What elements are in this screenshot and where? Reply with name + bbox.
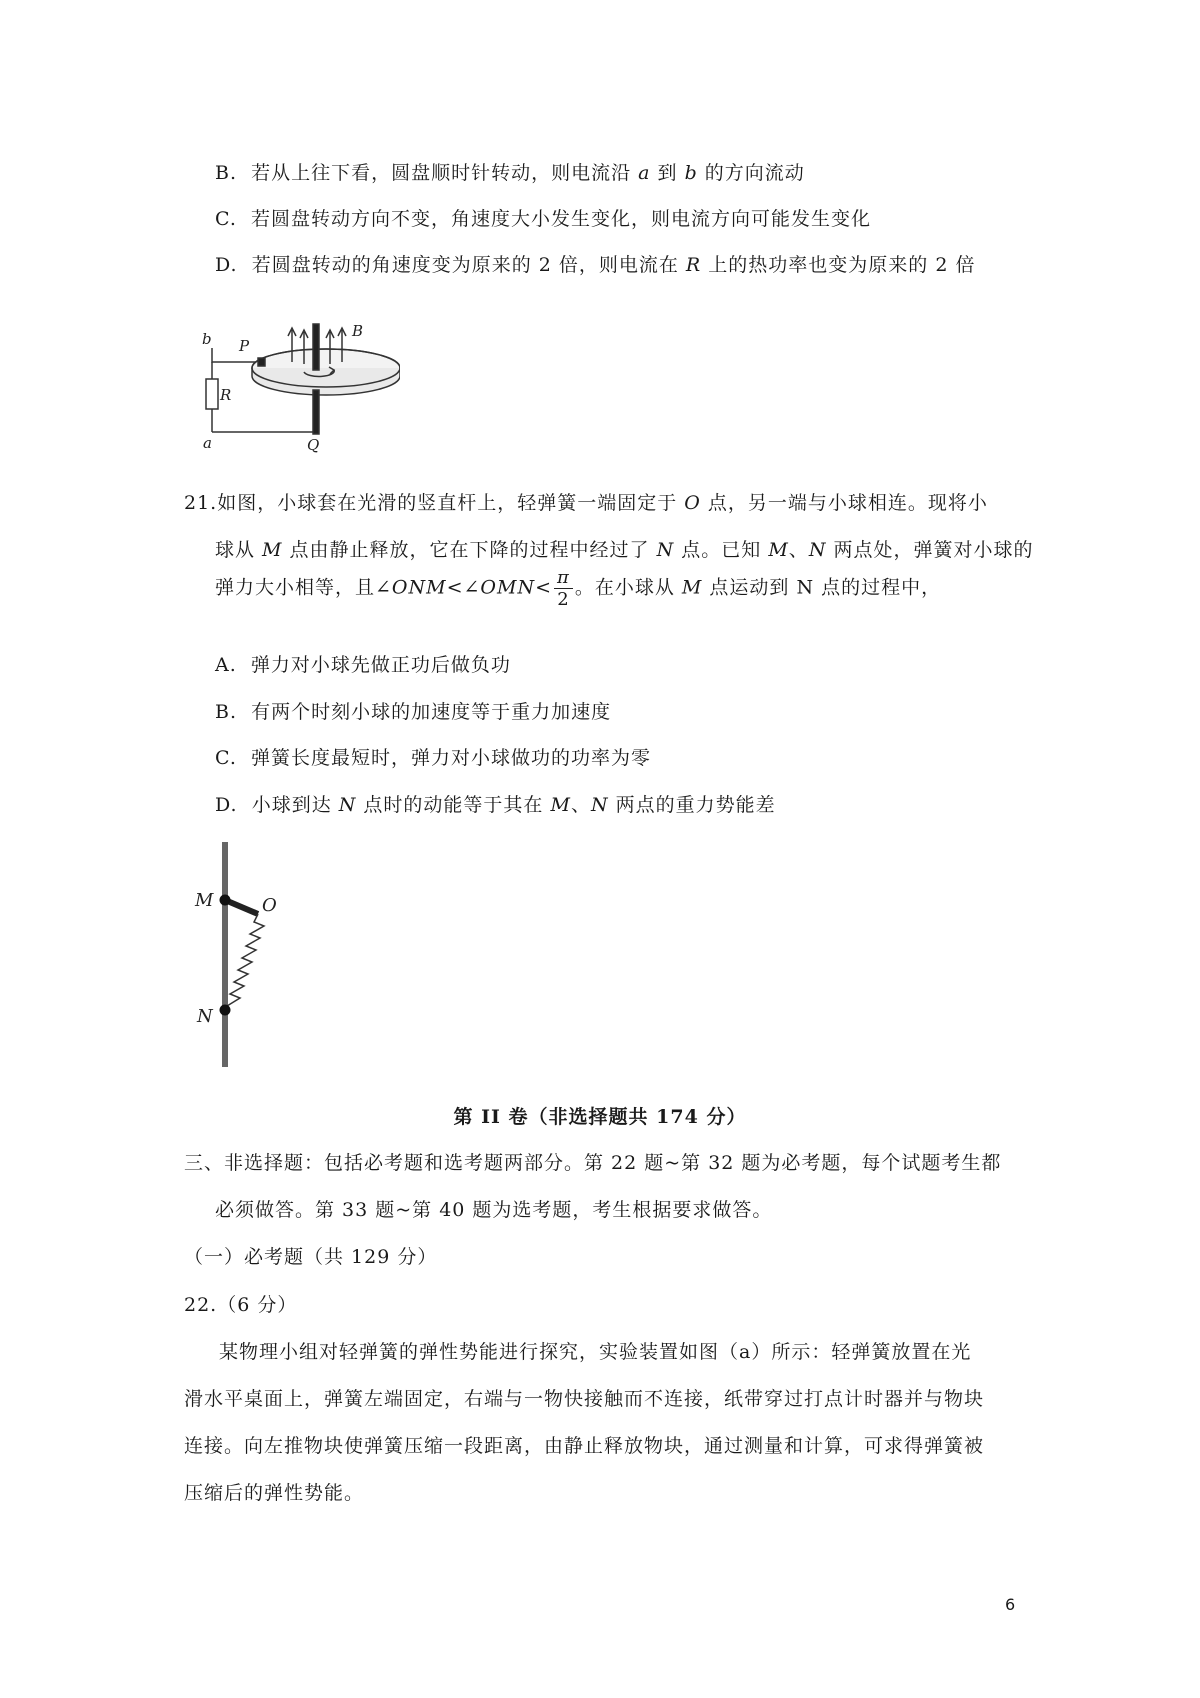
ball-at-m: [220, 895, 231, 906]
q21-stem-line3: 弹力大小相等，且∠ONM<∠OMN< $\frac{\pi}{2}$ 。在小球从 M 点运动到 N 点的过程中，: [215, 567, 942, 610]
pi-over-2-fraction: $\frac{\pi}{2}$: [554, 567, 573, 610]
label-q: Q: [307, 436, 320, 453]
q20-option-c: C. 若圆盘转动方向不变，角速度大小发生变化，则电流方向可能发生变化: [215, 208, 872, 230]
q22-paragraph-line1: 某物理小组对轻弹簧的弹性势能进行探究，实验装置如图（a）所示：轻弹簧放置在光: [219, 1341, 972, 1363]
q21-option-c: C. 弹簧长度最短时，弹力对小球做功的功率为零: [215, 747, 652, 769]
part2-title: 第 II 卷（非选择题共 174 分）: [453, 1106, 747, 1128]
section-heading: （一）必考题（共 129 分）: [184, 1246, 438, 1268]
page-number: 6: [1005, 1595, 1016, 1614]
q22-paragraph-line4: 压缩后的弹性势能。: [184, 1482, 365, 1504]
q20-option-b: B. 若从上往下看，圆盘顺时针转动，则电流沿 a 到 b 的方向流动: [215, 162, 805, 184]
axle-bottom: [313, 390, 319, 434]
label-a: a: [203, 434, 212, 452]
part2-intro-line2: 必须做答。第 33 题~第 40 题为选考题，考生根据要求做答。: [215, 1199, 773, 1221]
q21-stem-line1: 21.如图，小球套在光滑的竖直杆上，轻弹簧一端固定于 O 点，另一端与小球相连。现将小: [184, 492, 988, 514]
q21-option-d: D. 小球到达 N 点时的动能等于其在 M、N 两点的重力势能差: [215, 794, 776, 816]
label-r: R: [220, 386, 232, 404]
q22-heading: 22.（6 分）: [184, 1294, 298, 1316]
label-b-field: B: [352, 322, 364, 340]
q21-option-b: B. 有两个时刻小球的加速度等于重力加速度: [215, 701, 612, 723]
label-b: b: [202, 330, 212, 348]
resistor-r: [206, 379, 218, 409]
label-o: O: [262, 895, 277, 916]
ball-at-n: [220, 1005, 231, 1016]
part2-intro-line1: 三、非选择题：包括必考题和选考题两部分。第 22 题~第 32 题为必考题，每个试题考生都: [184, 1152, 1002, 1174]
q22-paragraph-line2: 滑水平桌面上，弹簧左端固定，右端与一物快接触而不连接，纸带穿过打点计时器并与物块: [184, 1388, 985, 1410]
q21-stem-line2: 球从 M 点由静止释放，它在下降的过程中经过了 N 点。已知 M、N 两点处，弹簧对小球的: [215, 539, 1034, 561]
disk-circuit-figure: [200, 318, 400, 453]
label-m: M: [195, 890, 214, 911]
q21-option-a: A. 弹力对小球先做正功后做负功: [215, 654, 511, 676]
label-n: N: [197, 1006, 213, 1027]
circuit-wire-top: [212, 348, 262, 362]
brush-p: [258, 358, 265, 366]
axle-top: [313, 324, 319, 370]
vertical-rod: [222, 842, 228, 1067]
q22-paragraph-line3: 连接。向左推物块使弹簧压缩一段距离，由静止释放物块，通过测量和计算，可求得弹簧被: [184, 1435, 985, 1457]
spring-rod-figure: [180, 842, 300, 1067]
q20-option-d: D. 若圆盘转动的角速度变为原来的 2 倍，则电流在 R 上的热功率也变为原来的 2 倍: [215, 254, 976, 276]
label-p: P: [239, 337, 250, 355]
spring-to-n: [225, 914, 264, 1010]
